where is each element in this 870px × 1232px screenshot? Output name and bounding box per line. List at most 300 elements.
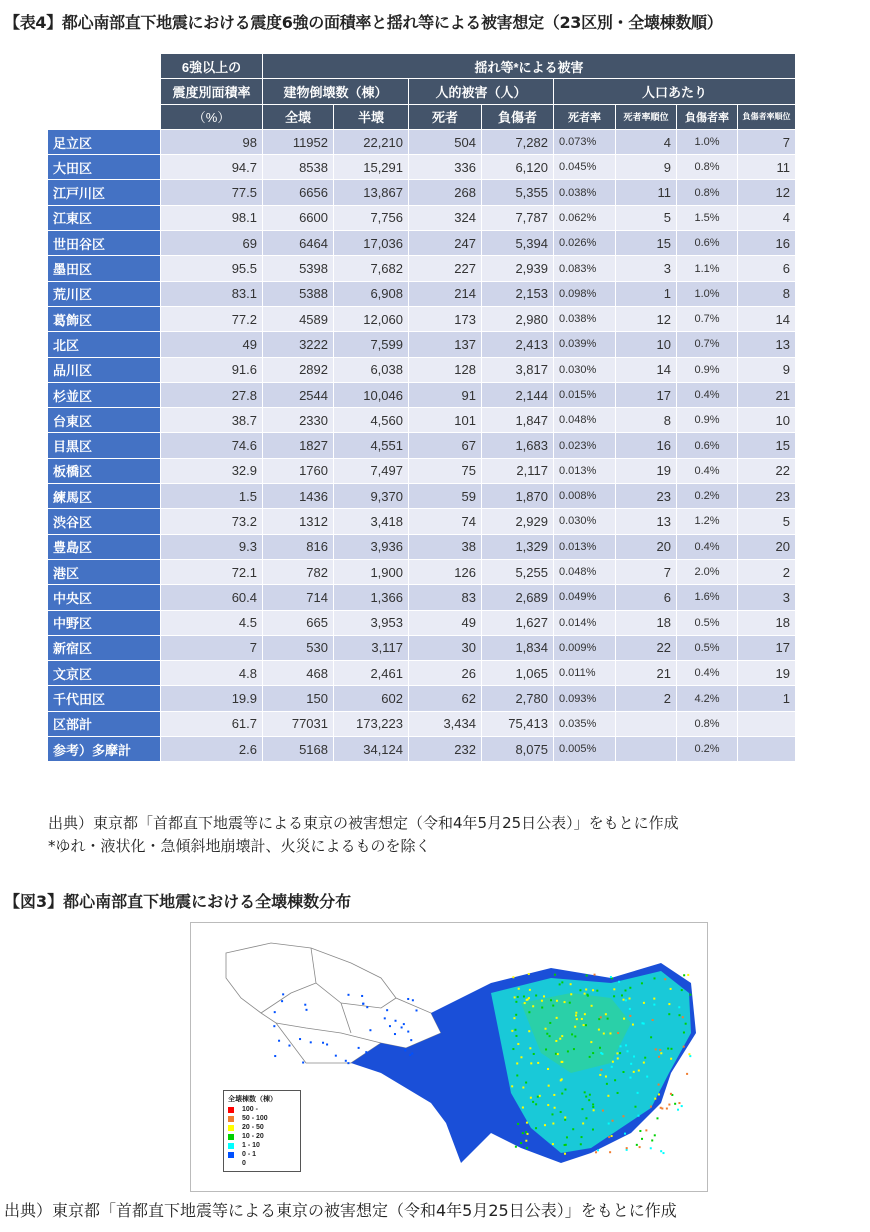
cell-injury-rank: 18: [738, 610, 796, 635]
cell-area: 61.7: [161, 711, 263, 736]
cell-injuries: 5,255: [482, 559, 554, 584]
cell-area: 7: [161, 635, 263, 660]
cell-deaths: 128: [409, 357, 482, 382]
cell-half: 173,223: [334, 711, 409, 736]
damage-dot: [659, 1049, 661, 1051]
damage-dot: [561, 1035, 563, 1037]
damage-dot: [642, 1022, 644, 1024]
damage-dot: [592, 989, 594, 991]
table-row: [48, 559, 796, 584]
table-row: [48, 610, 796, 635]
cell-name: 板橋区: [48, 458, 161, 483]
cell-death-rate: 0.013%: [554, 534, 616, 559]
cell-death-rate: 0.013%: [554, 458, 616, 483]
cell-injuries: 8,075: [482, 737, 554, 762]
damage-dot: [549, 1022, 551, 1024]
cell-injury-rank: 8: [738, 281, 796, 306]
cell-injuries: 5,355: [482, 180, 554, 205]
cell-half: 12,060: [334, 306, 409, 331]
damage-dot: [514, 996, 516, 998]
damage-dot: [653, 998, 655, 1000]
damage-dot: [599, 1047, 601, 1049]
damage-dot: [305, 1009, 307, 1011]
header-injury-rate: 負傷者率: [677, 104, 738, 129]
cell-name: 豊島区: [48, 534, 161, 559]
cell-area: 95.5: [161, 256, 263, 281]
cell-full: 1760: [263, 458, 334, 483]
damage-dot: [278, 1040, 280, 1042]
cell-injuries: 2,689: [482, 585, 554, 610]
cell-injury-rank: 20: [738, 534, 796, 559]
damage-dot: [567, 1050, 569, 1052]
damage-dot: [575, 1012, 577, 1014]
damage-dot: [416, 1009, 418, 1011]
damage-dot: [654, 1098, 656, 1100]
damage-dot: [552, 1143, 554, 1145]
damage-dot: [670, 1093, 672, 1095]
damage-dot: [310, 1041, 312, 1043]
cell-injuries: 1,683: [482, 433, 554, 458]
cell-death-rate: 0.048%: [554, 559, 616, 584]
damage-dot: [609, 1151, 611, 1153]
cell-injury-rate: 0.4%: [677, 534, 738, 559]
damage-dot: [557, 1053, 559, 1055]
damage-dot: [607, 1018, 609, 1020]
cell-half: 15,291: [334, 155, 409, 180]
cell-full: 4589: [263, 306, 334, 331]
damage-dot: [609, 1032, 611, 1034]
damage-dot: [685, 1023, 687, 1025]
cell-deaths: 30: [409, 635, 482, 660]
damage-dot: [522, 1106, 524, 1108]
cell-injury-rank: [738, 737, 796, 762]
table-row: [48, 534, 796, 559]
damage-dot: [585, 989, 587, 991]
damage-dot: [554, 1107, 556, 1109]
cell-area: 77.5: [161, 180, 263, 205]
cell-injuries: 7,282: [482, 129, 554, 154]
cell-name: 中野区: [48, 610, 161, 635]
header-human: 人的被害（人）: [409, 79, 554, 104]
table-row: [48, 408, 796, 433]
damage-dot: [612, 1061, 614, 1063]
cell-name: 江東区: [48, 205, 161, 230]
cell-injuries: 5,394: [482, 231, 554, 256]
damage-dot: [551, 1113, 553, 1115]
damage-dot: [541, 1000, 543, 1002]
cell-death-rank: 8: [616, 408, 677, 433]
cell-death-rank: 9: [616, 155, 677, 180]
cell-death-rank: 7: [616, 559, 677, 584]
damage-dot: [561, 1061, 563, 1063]
cell-area: 91.6: [161, 357, 263, 382]
damage-dot: [527, 1133, 529, 1135]
damage-dot: [516, 1074, 518, 1076]
damage-dot: [644, 1057, 646, 1059]
table-row: [48, 737, 796, 762]
damage-dot: [570, 983, 572, 985]
cell-death-rank: 20: [616, 534, 677, 559]
header-damage-group: 揺れ等*による被害: [263, 54, 796, 79]
damage-dot: [526, 1147, 528, 1149]
cell-half: 7,599: [334, 332, 409, 357]
damage-dot: [529, 1047, 531, 1049]
cell-death-rank: 5: [616, 205, 677, 230]
table-row: [48, 585, 796, 610]
cell-death-rank: 21: [616, 661, 677, 686]
damage-dot: [566, 1136, 568, 1138]
cell-death-rate: 0.039%: [554, 332, 616, 357]
damage-dot: [627, 1050, 629, 1052]
damage-dot: [564, 1153, 566, 1155]
damage-dot: [624, 1133, 626, 1135]
cell-name: 区部計: [48, 711, 161, 736]
cell-full: 782: [263, 559, 334, 584]
damage-dot: [683, 1046, 685, 1048]
cell-deaths: 126: [409, 559, 482, 584]
cell-death-rank: 10: [616, 332, 677, 357]
damage-dot: [668, 1104, 670, 1106]
damage-dot: [608, 1136, 610, 1138]
cell-injuries: 1,834: [482, 635, 554, 660]
cell-area: 60.4: [161, 585, 263, 610]
damage-dot: [614, 1079, 616, 1081]
cell-injuries: 2,117: [482, 458, 554, 483]
damage-dot: [581, 1108, 583, 1110]
damage-dot: [552, 1005, 554, 1007]
table-row: [48, 509, 796, 534]
cell-injury-rank: 10: [738, 408, 796, 433]
header-full: 全壊: [263, 104, 334, 129]
header-area-line1: 6強以上の: [161, 54, 263, 79]
table-row: [48, 256, 796, 281]
cell-injury-rank: 17: [738, 635, 796, 660]
damage-dot: [347, 1062, 349, 1064]
cell-death-rank: 4: [616, 129, 677, 154]
damage-dot: [677, 1109, 679, 1111]
damage-dot: [629, 1077, 631, 1079]
damage-dot: [611, 1066, 613, 1068]
table-row: [48, 155, 796, 180]
cell-death-rank: 18: [616, 610, 677, 635]
cell-injury-rank: 1: [738, 686, 796, 711]
cell-death-rank: 15: [616, 231, 677, 256]
cell-death-rate: 0.049%: [554, 585, 616, 610]
legend-title: 全壊棟数（棟）: [228, 1096, 277, 1103]
cell-half: 602: [334, 686, 409, 711]
damage-dot: [537, 1062, 539, 1064]
damage-dot: [667, 1048, 669, 1050]
damage-dot: [526, 1122, 528, 1124]
cell-half: 7,497: [334, 458, 409, 483]
damage-dot: [403, 1023, 405, 1025]
damage-dot: [636, 1144, 638, 1146]
damage-dot: [660, 1150, 662, 1152]
cell-death-rate: 0.030%: [554, 357, 616, 382]
damage-dot: [554, 974, 556, 976]
damage-dot: [564, 1116, 566, 1118]
cell-death-rank: 19: [616, 458, 677, 483]
damage-dot: [520, 1056, 522, 1058]
damage-dot: [410, 1039, 412, 1041]
cell-full: 77031: [263, 711, 334, 736]
damage-dot: [634, 1106, 636, 1108]
table-row: [48, 231, 796, 256]
cell-injuries: 2,144: [482, 382, 554, 407]
cell-injury-rank: 3: [738, 585, 796, 610]
damage-dot: [532, 1005, 534, 1007]
damage-dot: [599, 1074, 601, 1076]
damage-dot: [678, 1102, 680, 1104]
map-legend: [223, 1090, 301, 1172]
cell-injuries: 75,413: [482, 711, 554, 736]
cell-full: 2330: [263, 408, 334, 433]
cell-name: 北区: [48, 332, 161, 357]
cell-deaths: 268: [409, 180, 482, 205]
damage-dot: [689, 994, 691, 996]
cell-name: 足立区: [48, 129, 161, 154]
damage-dot: [660, 1052, 662, 1054]
damage-dot: [584, 1013, 586, 1015]
damage-dot: [384, 1017, 386, 1019]
damage-dot: [643, 1002, 645, 1004]
damage-dot: [574, 1035, 576, 1037]
cell-full: 6600: [263, 205, 334, 230]
damage-dot: [274, 1011, 276, 1013]
cell-injury-rate: 0.4%: [677, 661, 738, 686]
damage-dot: [620, 1045, 622, 1047]
table-title: 【表4】都心南部直下地震における震度6強の面積率と揺れ等による被害想定（23区別・全壊棟数順）: [4, 13, 723, 32]
cell-name: 千代田区: [48, 686, 161, 711]
legend-label: 50 - 100: [242, 1115, 268, 1122]
damage-dot: [512, 1048, 514, 1050]
cell-injuries: 6,120: [482, 155, 554, 180]
damage-dot: [611, 1135, 613, 1137]
damage-dot: [617, 1057, 619, 1059]
damage-dot: [584, 1091, 586, 1093]
cell-full: 3222: [263, 332, 334, 357]
legend-label: 0 - 1: [242, 1151, 257, 1158]
cell-name: 杉並区: [48, 382, 161, 407]
damage-dot: [564, 1001, 566, 1003]
damage-dot: [674, 1103, 676, 1105]
cell-deaths: 59: [409, 484, 482, 509]
cell-death-rate: 0.009%: [554, 635, 616, 660]
cell-area: 38.7: [161, 408, 263, 433]
damage-dot: [652, 1019, 654, 1021]
damage-dot: [561, 981, 563, 983]
damage-dot: [555, 1040, 557, 1042]
damage-dot: [326, 1043, 328, 1045]
cell-area: 83.1: [161, 281, 263, 306]
cell-injury-rate: 0.9%: [677, 408, 738, 433]
damage-dot: [571, 1033, 573, 1035]
damage-dot: [601, 1053, 603, 1055]
damage-dot: [412, 999, 414, 1001]
damage-dot: [523, 995, 525, 997]
cell-area: 49: [161, 332, 263, 357]
damage-dot: [559, 983, 561, 985]
cell-area: 1.5: [161, 484, 263, 509]
cell-injuries: 2,153: [482, 281, 554, 306]
cell-name: 品川区: [48, 357, 161, 382]
damage-dot: [683, 1031, 685, 1033]
cell-injury-rate: 0.8%: [677, 711, 738, 736]
cell-injury-rate: 0.5%: [677, 635, 738, 660]
damage-dot: [613, 988, 615, 990]
damage-dot: [598, 1018, 600, 1020]
cell-area: 9.3: [161, 534, 263, 559]
cell-injuries: 1,627: [482, 610, 554, 635]
damage-dot: [687, 974, 689, 976]
damage-dot: [513, 1017, 515, 1019]
legend-label: 0: [242, 1160, 246, 1167]
cell-half: 10,046: [334, 382, 409, 407]
table-row: [48, 484, 796, 509]
damage-dot: [668, 1013, 670, 1015]
cell-full: 1827: [263, 433, 334, 458]
damage-dot: [572, 1128, 574, 1130]
legend-item: [228, 1123, 296, 1132]
cell-death-rate: 0.014%: [554, 610, 616, 635]
cell-death-rate: 0.015%: [554, 382, 616, 407]
damage-dot: [528, 1030, 530, 1032]
cell-area: 74.6: [161, 433, 263, 458]
damage-dot: [653, 1004, 655, 1006]
damage-dot: [592, 1129, 594, 1131]
ward-boundaries: [226, 943, 441, 1063]
damage-dot: [580, 1143, 582, 1145]
damage-dot: [560, 1079, 562, 1081]
damage-dot: [525, 1140, 527, 1142]
cell-full: 530: [263, 635, 334, 660]
damage-dot: [549, 1035, 551, 1037]
cell-name: 文京区: [48, 661, 161, 686]
cell-death-rank: 6: [616, 585, 677, 610]
cell-death-rate: 0.062%: [554, 205, 616, 230]
cell-full: 5388: [263, 281, 334, 306]
damage-dot: [555, 1053, 557, 1055]
damage-dot: [670, 1048, 672, 1050]
damage-dot: [522, 1086, 524, 1088]
damage-dot: [612, 1120, 614, 1122]
damage-dot: [610, 976, 612, 978]
damage-dot: [650, 1036, 652, 1038]
cell-full: 6464: [263, 231, 334, 256]
damage-dot: [651, 1139, 653, 1141]
cell-half: 3,936: [334, 534, 409, 559]
damage-dot: [629, 997, 631, 999]
damage-dot: [650, 1106, 652, 1108]
damage-dot: [556, 1017, 558, 1019]
cell-injury-rate: 0.8%: [677, 180, 738, 205]
legend-swatch: [228, 1143, 234, 1149]
legend-item: [228, 1159, 296, 1168]
cell-injury-rate: 1.6%: [677, 585, 738, 610]
cell-death-rank: 1: [616, 281, 677, 306]
cell-full: 5168: [263, 737, 334, 762]
damage-dot: [547, 1104, 549, 1106]
damage-dot: [576, 1018, 578, 1020]
damage-dot: [624, 989, 626, 991]
damage-dot: [592, 1103, 594, 1105]
damage-dot: [606, 1083, 608, 1085]
damage-dot: [386, 1009, 388, 1011]
cell-injury-rate: 1.5%: [677, 205, 738, 230]
cell-injury-rate: 1.0%: [677, 281, 738, 306]
damage-dot: [619, 1052, 621, 1054]
damage-dot: [607, 1095, 609, 1097]
damage-dot: [629, 1015, 631, 1017]
damage-dot: [681, 989, 683, 991]
cell-name: 江戸川区: [48, 180, 161, 205]
cell-name: 大田区: [48, 155, 161, 180]
damage-dot: [395, 1020, 397, 1022]
cell-injury-rate: 0.7%: [677, 306, 738, 331]
damage-dot: [369, 1029, 371, 1031]
cell-injury-rank: 6: [738, 256, 796, 281]
legend-item: [228, 1114, 296, 1123]
damage-dot: [546, 1033, 548, 1035]
legend-swatch: [228, 1161, 234, 1167]
damage-dot: [299, 1038, 301, 1040]
damage-dot: [401, 1026, 403, 1028]
damage-dot: [535, 994, 537, 996]
table-row: [48, 180, 796, 205]
cell-name: 荒川区: [48, 281, 161, 306]
damage-dot: [622, 1071, 624, 1073]
damage-dot: [658, 1093, 660, 1095]
cell-injury-rank: 14: [738, 306, 796, 331]
cell-area: 98.1: [161, 205, 263, 230]
cell-death-rate: 0.005%: [554, 737, 616, 762]
cell-injury-rate: 2.0%: [677, 559, 738, 584]
cell-name: 葛飾区: [48, 306, 161, 331]
cell-area: 2.6: [161, 737, 263, 762]
legend-swatch: [228, 1134, 234, 1140]
damage-dot: [559, 1038, 561, 1040]
damage-dot: [389, 1025, 391, 1027]
damage-dot: [629, 987, 631, 989]
damage-dot: [639, 1130, 641, 1132]
cell-half: 13,867: [334, 180, 409, 205]
damage-dot: [366, 1006, 368, 1008]
cell-deaths: 38: [409, 534, 482, 559]
cell-injury-rate: 0.4%: [677, 382, 738, 407]
damage-dot: [560, 1111, 562, 1113]
damage-dot: [530, 1097, 532, 1099]
cell-full: 1436: [263, 484, 334, 509]
damage-dot: [530, 1062, 532, 1064]
cell-area: 77.2: [161, 306, 263, 331]
cell-death-rate: 0.011%: [554, 661, 616, 686]
damage-dot: [658, 1084, 660, 1086]
damage-dot: [407, 1031, 409, 1033]
cell-half: 3,117: [334, 635, 409, 660]
damage-dot: [528, 1011, 530, 1013]
header-buildings: 建物倒壊数（棟）: [263, 79, 409, 104]
damage-dot: [603, 1033, 605, 1035]
damage-dot: [590, 1041, 592, 1043]
damage-dot: [670, 988, 672, 990]
cell-half: 1,366: [334, 585, 409, 610]
cell-death-rate: 0.045%: [554, 155, 616, 180]
cell-full: 8538: [263, 155, 334, 180]
damage-dot: [573, 1048, 575, 1050]
damage-dot: [570, 993, 572, 995]
cell-name: 渋谷区: [48, 509, 161, 534]
cell-injuries: 2,929: [482, 509, 554, 534]
